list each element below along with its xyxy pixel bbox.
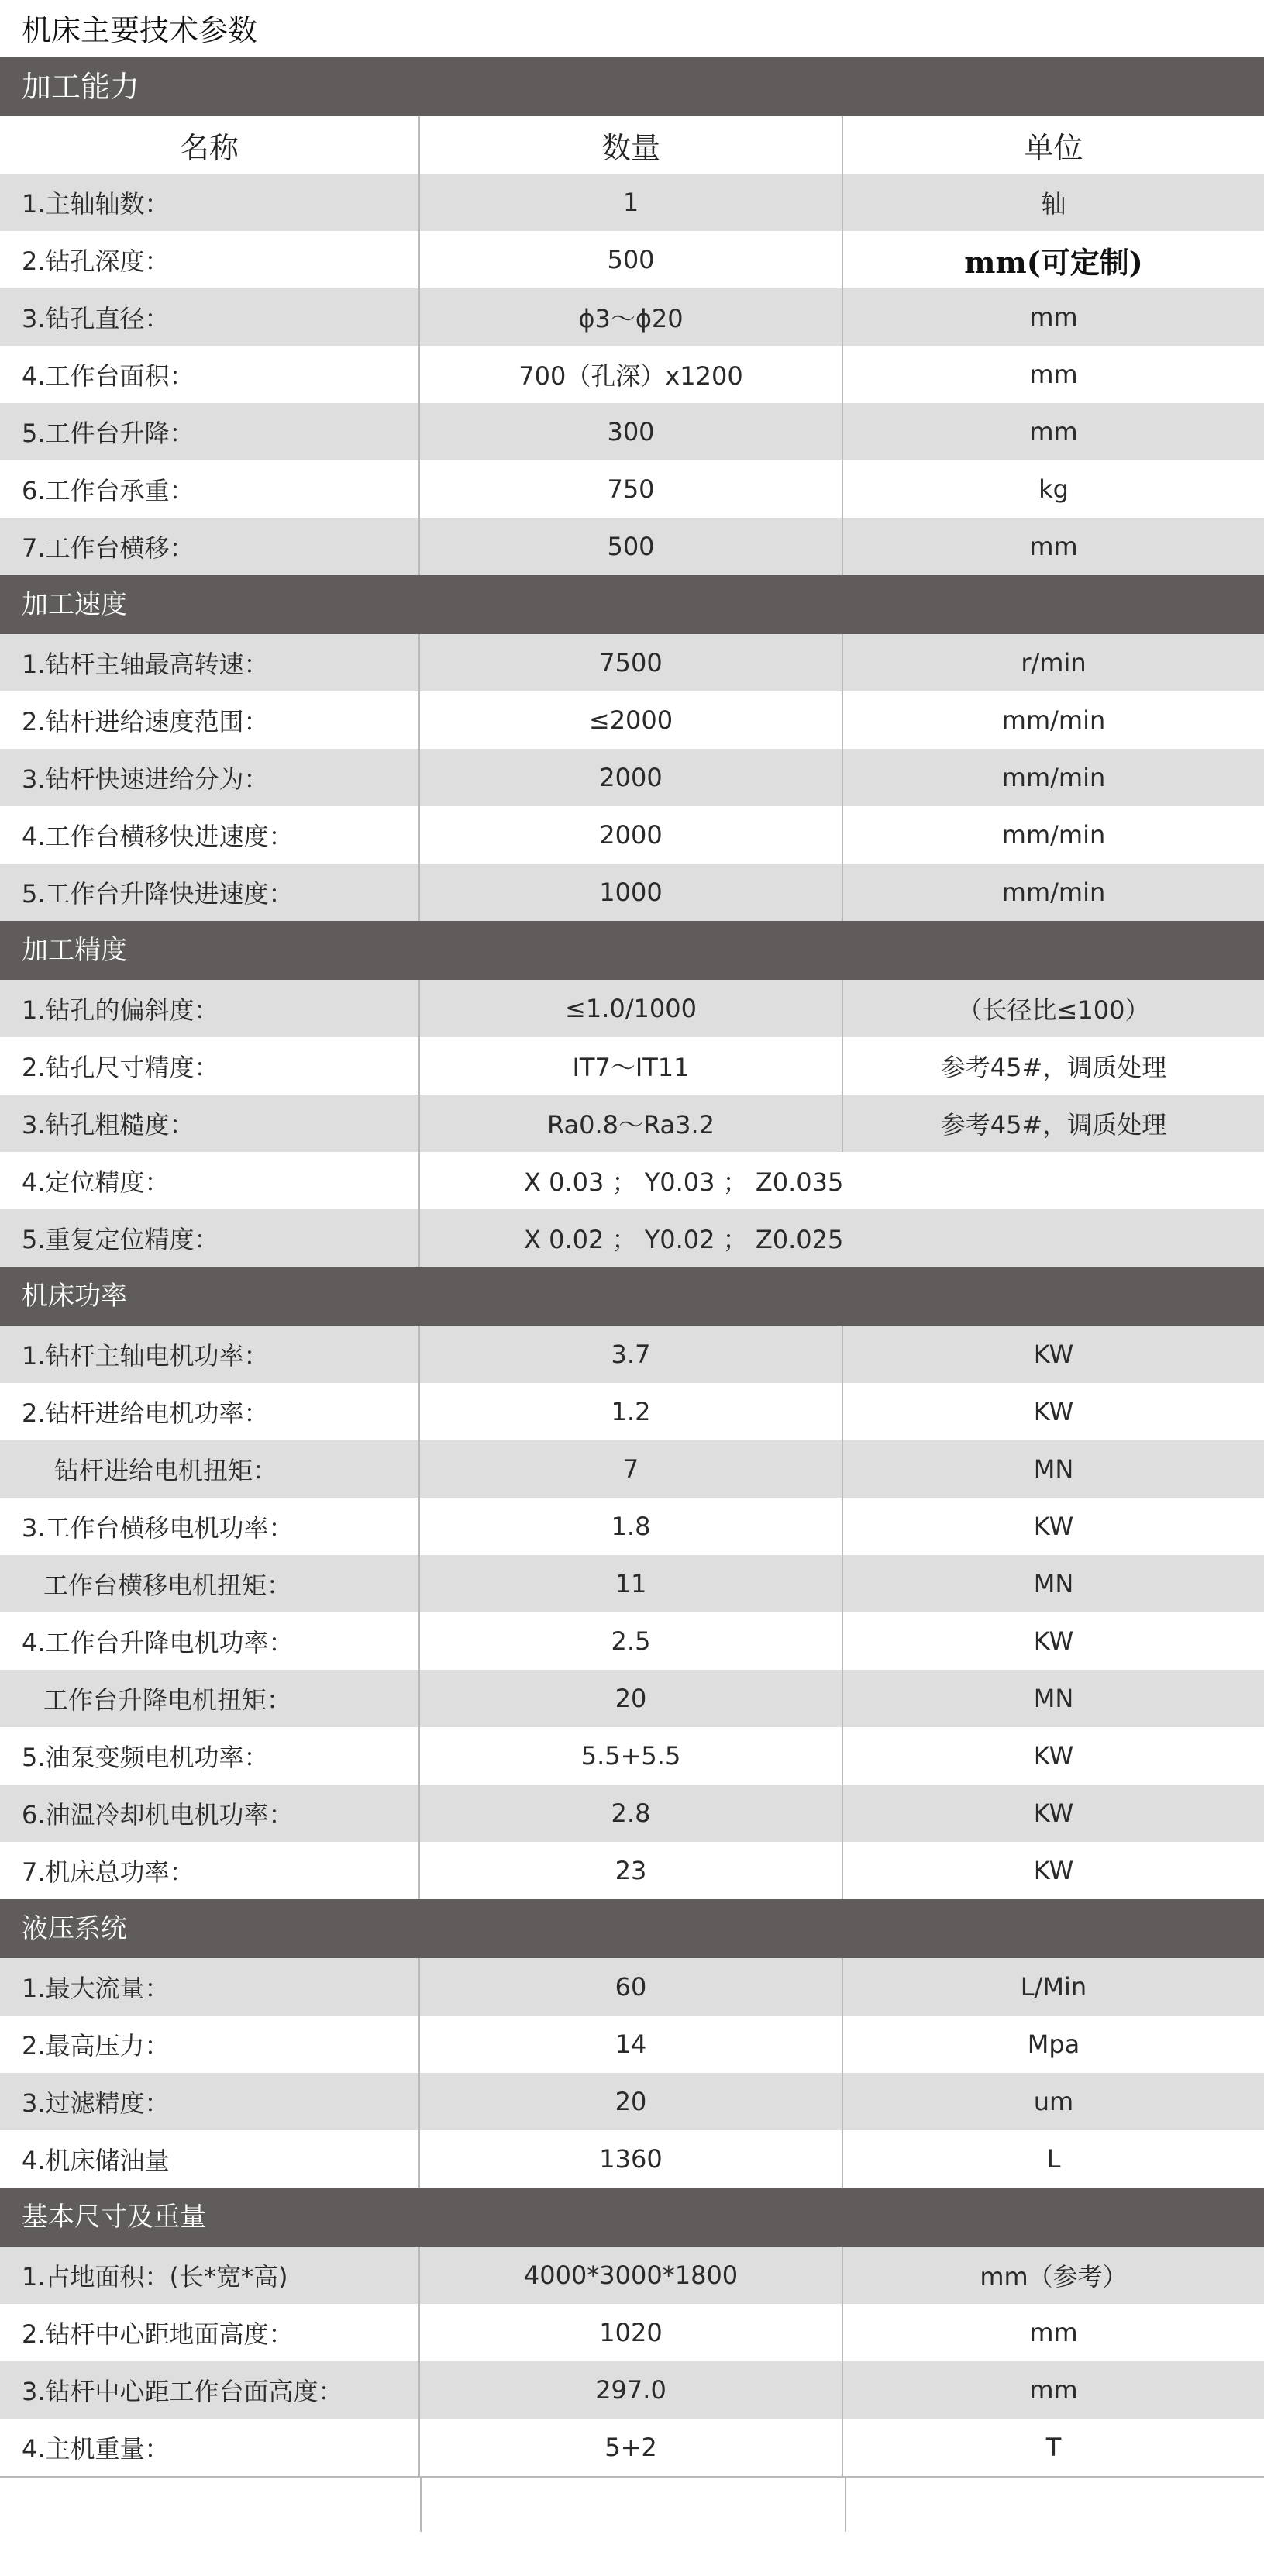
row-unit: MN (1033, 1454, 1074, 1484)
table-row (0, 1037, 1264, 1095)
table-row (0, 980, 1264, 1037)
page-title: 机床主要技术参数 (22, 13, 258, 47)
table-row (0, 1727, 1264, 1785)
row-name: 1.钻杆主轴电机功率： (0, 1326, 420, 1383)
table-row (0, 2130, 1264, 2188)
table-row (0, 403, 1264, 460)
table-row (0, 2016, 1264, 2073)
row-value: 1.2 (420, 1383, 843, 1440)
section-header: 加工精度 (0, 921, 1264, 980)
row-unit: mm（参考） (980, 2262, 1128, 2292)
row-unit: 参考45#，调质处理 (940, 1110, 1167, 1140)
row-name: 5.重复定位精度： (0, 1209, 420, 1267)
table-row (0, 749, 1264, 806)
row-unit: KW (1033, 1340, 1074, 1369)
row-merged-value: X 0.02 ； Y0.02 ； Z0.025 (524, 1225, 844, 1254)
row-unit: mm(可定制) (964, 244, 1143, 280)
table-footer (0, 2476, 1264, 2532)
row-unit: L (1046, 2144, 1061, 2174)
row-name: 4.工作台升降电机功率： (0, 1612, 420, 1670)
table-row (0, 1785, 1264, 1842)
row-unit: mm (1029, 417, 1078, 447)
table-row (0, 174, 1264, 231)
table-row (0, 1670, 1264, 1727)
row-value: 7 (420, 1440, 843, 1498)
row-value: 500 (420, 518, 843, 575)
row-name: 5.油泵变频电机功率： (0, 1727, 420, 1785)
row-unit: Mpa (1027, 2029, 1080, 2059)
row-unit: KW (1033, 1798, 1074, 1828)
row-name: 2.钻孔深度： (0, 231, 420, 288)
row-name: 1.钻孔的偏斜度： (0, 980, 420, 1037)
footer-cell (0, 2478, 422, 2532)
row-unit: mm (1029, 360, 1078, 389)
row-value: IT7～IT11 (420, 1037, 843, 1095)
row-name: 2.钻孔尺寸精度： (0, 1037, 420, 1095)
row-value: 11 (420, 1555, 843, 1612)
row-value: 2.5 (420, 1612, 843, 1670)
table-row (0, 1095, 1264, 1152)
section-header: 加工速度 (0, 575, 1264, 634)
table-row (0, 864, 1264, 921)
row-unit: mm/min (1001, 820, 1106, 850)
row-name: 1.主轴轴数： (0, 174, 420, 231)
row-unit: mm/min (1001, 878, 1106, 907)
row-unit: mm (1029, 532, 1078, 561)
row-value: 5+2 (420, 2419, 843, 2476)
row-value: 300 (420, 403, 843, 460)
row-name: 4.工作台面积： (0, 346, 420, 403)
row-name: 3.钻杆中心距工作台面高度： (0, 2361, 420, 2419)
row-name: 钻杆进给电机扭矩： (0, 1440, 420, 1498)
row-value: 297.0 (420, 2361, 843, 2419)
section-header: 基本尺寸及重量 (0, 2188, 1264, 2247)
table-row (0, 1383, 1264, 1440)
row-name: 1.占地面积：(长*宽*高) (0, 2247, 420, 2304)
row-name: 7.工作台横移： (0, 518, 420, 575)
row-merged-value: X 0.03 ； Y0.03 ； Z0.035 (524, 1167, 844, 1197)
row-unit: mm (1029, 2375, 1078, 2405)
row-unit: 轴 (1041, 189, 1066, 219)
row-value: 2.8 (420, 1785, 843, 1842)
row-name: 1.最大流量： (0, 1958, 420, 2016)
row-unit: MN (1033, 1684, 1074, 1713)
row-value: 2000 (420, 806, 843, 864)
row-value: 60 (420, 1958, 843, 2016)
row-name: 2.钻杆进给电机功率： (0, 1383, 420, 1440)
table-row (0, 1498, 1264, 1555)
row-unit: KW (1033, 1512, 1074, 1541)
table-row (0, 1326, 1264, 1383)
table-row (0, 634, 1264, 691)
row-unit: KW (1033, 1397, 1074, 1426)
row-value: 1000 (420, 864, 843, 921)
table-row (0, 346, 1264, 403)
row-unit: T (1045, 2433, 1062, 2462)
row-value: ≤1.0/1000 (420, 980, 843, 1037)
row-name: 4.定位精度： (0, 1152, 420, 1209)
column-header-unit: 单位 (1024, 130, 1083, 165)
table-row (0, 231, 1264, 288)
row-unit: r/min (1021, 648, 1087, 678)
row-unit: mm (1029, 302, 1078, 332)
row-unit: KW (1033, 1741, 1074, 1771)
column-header-row (0, 116, 1264, 174)
row-name: 4.机床储油量 (0, 2130, 420, 2188)
row-name: 1.钻杆主轴最高转速： (0, 634, 420, 691)
row-name: 工作台横移电机扭矩： (0, 1555, 420, 1612)
row-value: 14 (420, 2016, 843, 2073)
table-row (0, 1555, 1264, 1612)
row-unit: KW (1033, 1856, 1074, 1885)
table-row (0, 806, 1264, 864)
row-name: 2.最高压力： (0, 2016, 420, 2073)
row-unit: mm (1029, 2318, 1078, 2347)
section-header: 机床功率 (0, 1267, 1264, 1326)
row-unit: um (1033, 2087, 1074, 2116)
row-name: 3.钻孔粗糙度： (0, 1095, 420, 1152)
row-value: ≤2000 (420, 691, 843, 749)
row-value: 20 (420, 1670, 843, 1727)
column-header-name: 名称 (0, 116, 420, 174)
row-unit: L/Min (1020, 1972, 1087, 2002)
row-name: 6.油温冷却机电机功率： (0, 1785, 420, 1842)
section-header: 加工能力 (0, 57, 1264, 116)
row-value: 1 (420, 174, 843, 231)
row-value: 2000 (420, 749, 843, 806)
table-row (0, 460, 1264, 518)
row-unit: 参考45#，调质处理 (940, 1053, 1167, 1082)
table-row (0, 1440, 1264, 1498)
row-name: 4.工作台横移快进速度： (0, 806, 420, 864)
table-row (0, 2304, 1264, 2361)
table-row (0, 1958, 1264, 2016)
section-header: 液压系统 (0, 1899, 1264, 1958)
row-value: 750 (420, 460, 843, 518)
row-name: 7.机床总功率： (0, 1842, 420, 1899)
table-row (0, 1842, 1264, 1899)
row-value: 500 (420, 231, 843, 288)
row-unit: （长径比≤100） (957, 995, 1150, 1025)
spec-table (0, 57, 1264, 2532)
row-value: 3.7 (420, 1326, 843, 1383)
row-unit: KW (1033, 1626, 1074, 1656)
row-name: 3.工作台横移电机功率： (0, 1498, 420, 1555)
row-name: 4.主机重量： (0, 2419, 420, 2476)
table-row (0, 518, 1264, 575)
table-row (0, 1209, 1264, 1267)
row-value: 23 (420, 1842, 843, 1899)
row-value: 4000*3000*1800 (420, 2247, 843, 2304)
row-value: Ra0.8～Ra3.2 (420, 1095, 843, 1152)
row-name: 2.钻杆进给速度范围： (0, 691, 420, 749)
column-header-value: 数量 (420, 116, 843, 174)
table-row (0, 288, 1264, 346)
row-name: 2.钻杆中心距地面高度： (0, 2304, 420, 2361)
row-value: 1360 (420, 2130, 843, 2188)
table-row (0, 1152, 1264, 1209)
row-value: 5.5+5.5 (420, 1727, 843, 1785)
row-name: 3.钻杆快速进给分为： (0, 749, 420, 806)
row-unit: mm/min (1001, 705, 1106, 735)
row-name: 3.过滤精度： (0, 2073, 420, 2130)
row-name: 6.工作台承重： (0, 460, 420, 518)
table-row (0, 691, 1264, 749)
row-unit: kg (1038, 474, 1069, 504)
row-unit: MN (1033, 1569, 1074, 1598)
table-row (0, 1612, 1264, 1670)
row-unit: mm/min (1001, 763, 1106, 792)
row-value: 20 (420, 2073, 843, 2130)
row-value: 700（孔深）x1200 (420, 346, 843, 403)
table-row (0, 2073, 1264, 2130)
row-name: 3.钻孔直径： (0, 288, 420, 346)
footer-cell (422, 2478, 846, 2532)
row-name: 5.工件台升降： (0, 403, 420, 460)
table-row (0, 2419, 1264, 2476)
row-value: 7500 (420, 634, 843, 691)
row-value: 1.8 (420, 1498, 843, 1555)
row-value: ϕ3～ϕ20 (420, 288, 843, 346)
table-row (0, 2247, 1264, 2304)
row-value: 1020 (420, 2304, 843, 2361)
table-row (0, 2361, 1264, 2419)
row-name: 工作台升降电机扭矩： (0, 1670, 420, 1727)
row-name: 5.工作台升降快进速度： (0, 864, 420, 921)
